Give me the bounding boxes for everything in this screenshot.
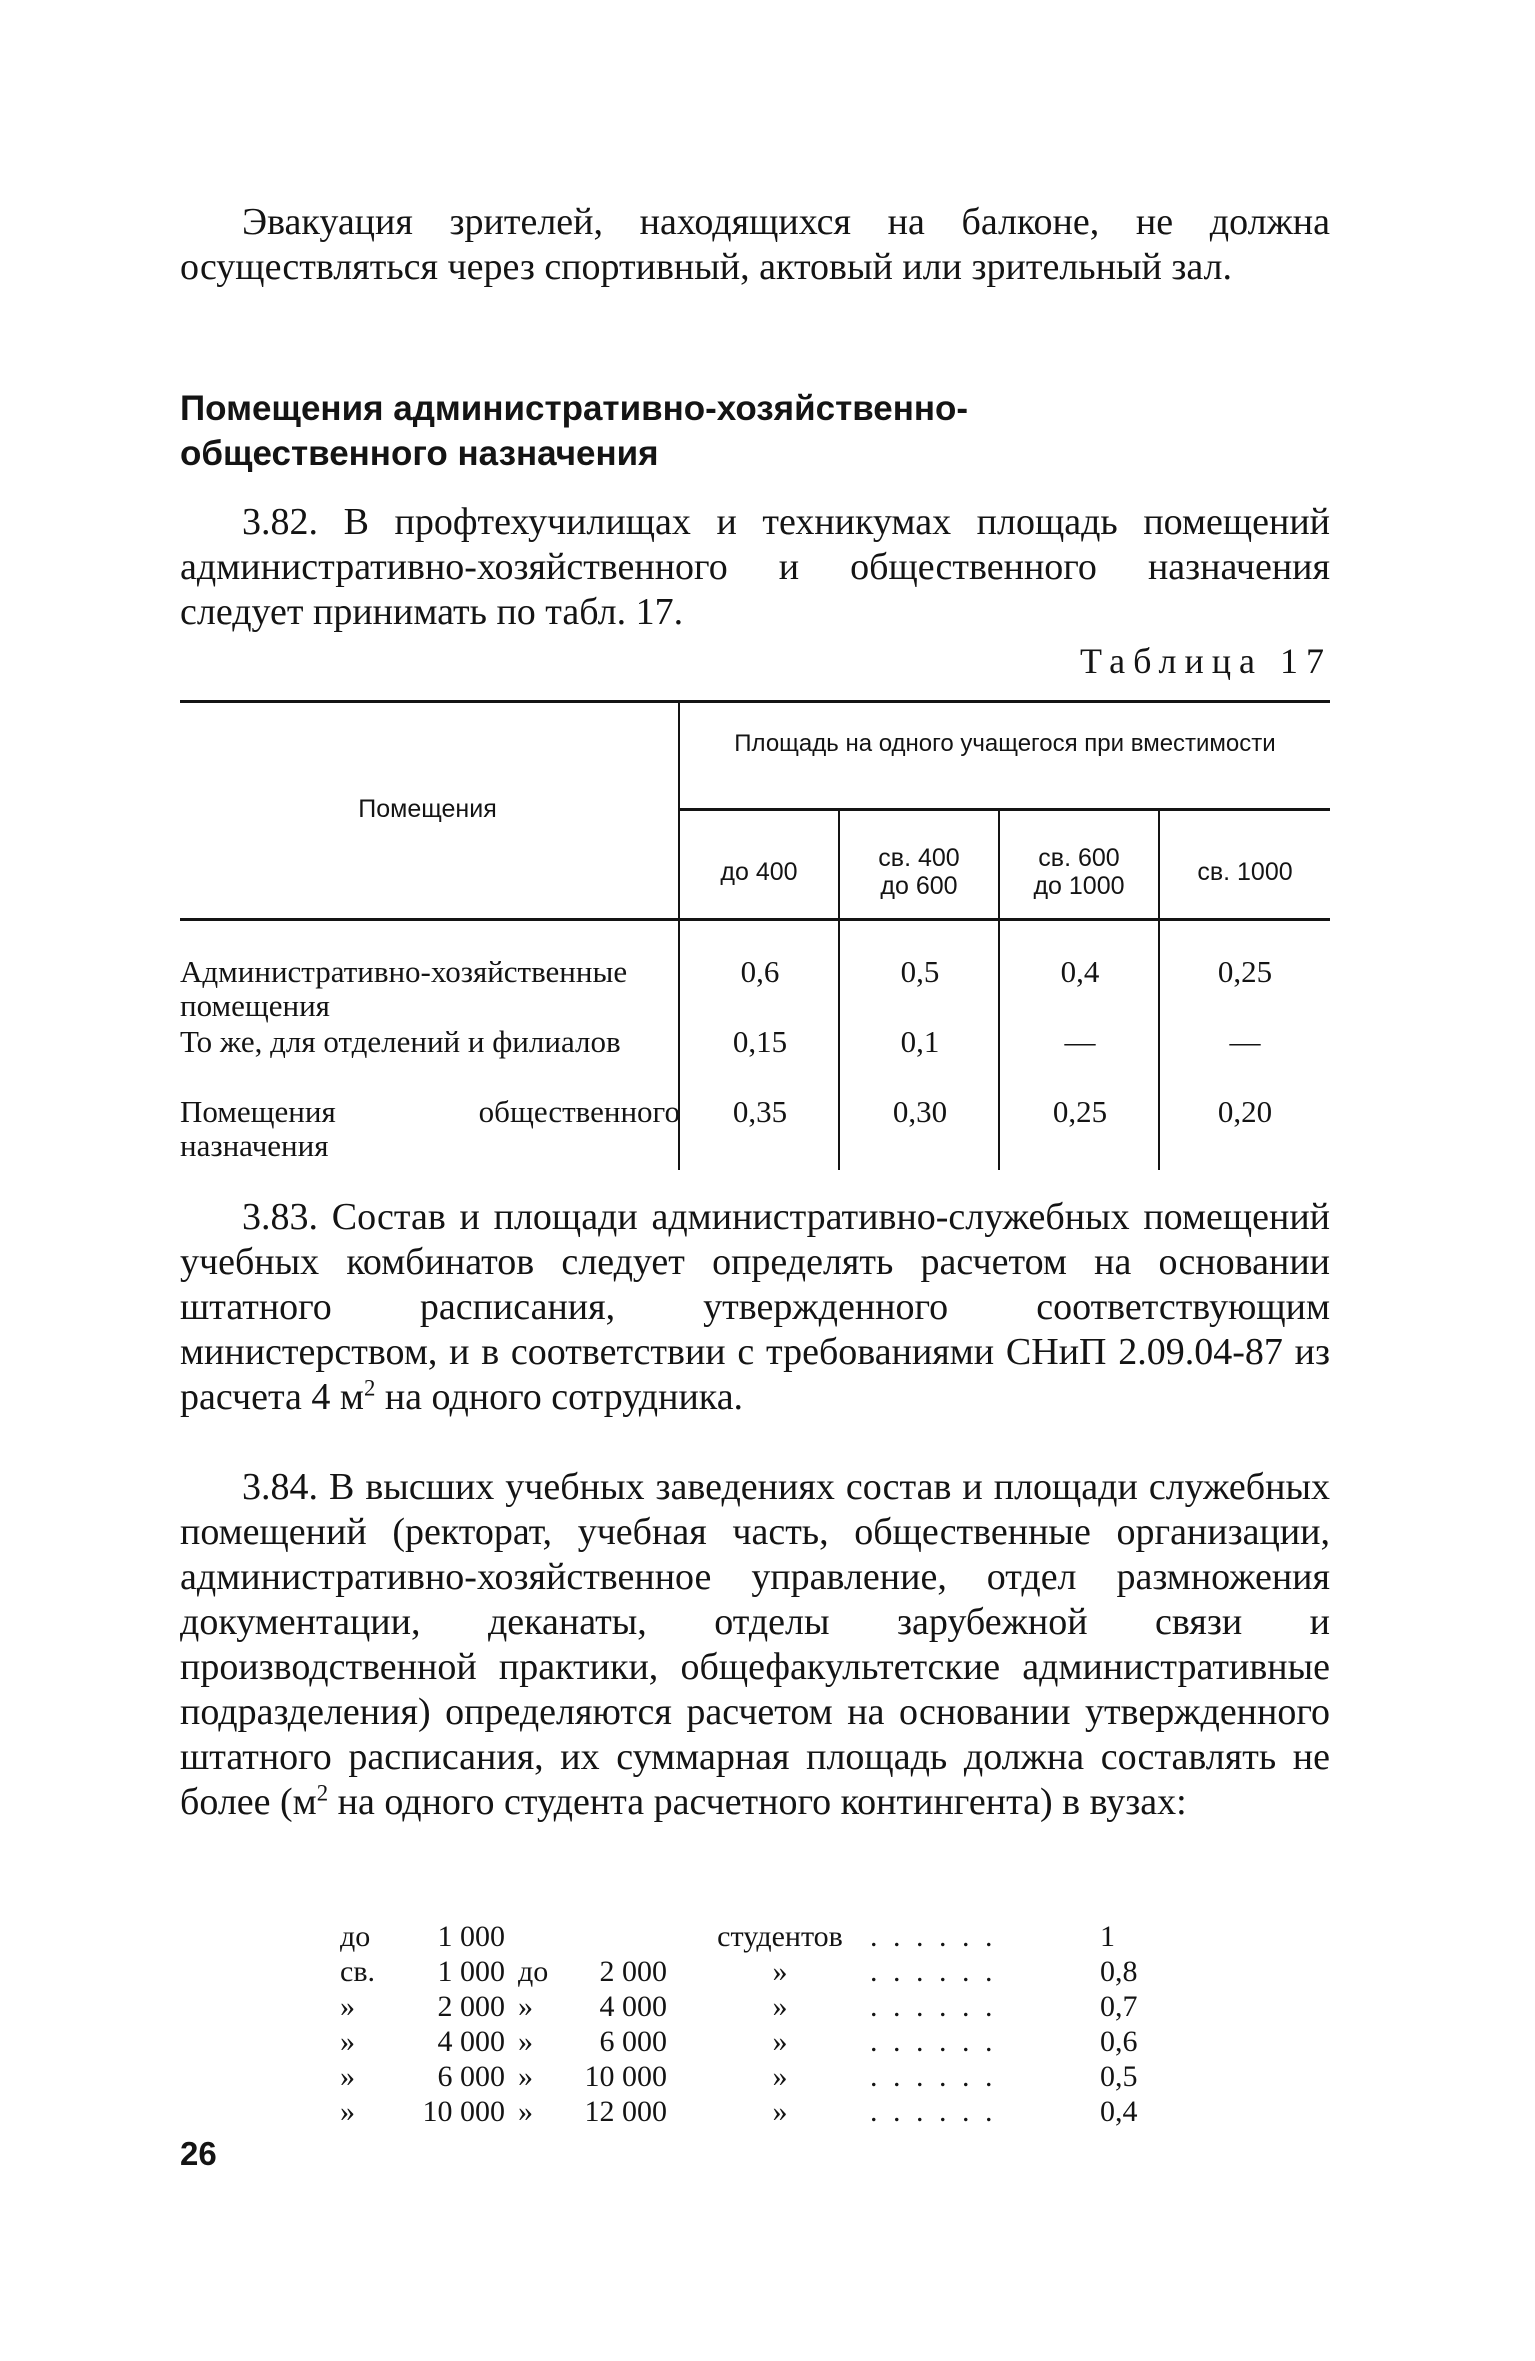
list-item bbox=[340, 2025, 1170, 2059]
list-item bbox=[340, 2095, 1170, 2129]
paragraph-3-84-text: 3.84. В высших учебных заведениях состав и площади служебных помещений (ректорат, учебная часть, общественные организации, административно-хозяйственное управление, отдел размножения документации, деканаты, отделы зарубежной связи и производственной практики, общефакультетские административные подразделения) определяются расчетом на основании утвержденного штатного расписания, их суммарная площадь должна составлять не более (м bbox=[180, 1466, 1330, 1823]
list-item-prefix: » bbox=[340, 2060, 355, 2093]
table-subheader: до 400 bbox=[720, 858, 798, 886]
list-item-from: 10 000 bbox=[422, 2095, 505, 2128]
superscript: 2 bbox=[363, 1375, 376, 1401]
list-item-value: 0,8 bbox=[1100, 1955, 1138, 1988]
list-item-dots: . . . . . . bbox=[870, 1990, 997, 2023]
table-cell: — bbox=[1064, 1024, 1096, 1059]
table-subheader: св. 1000 bbox=[1197, 858, 1293, 886]
paragraph-3-82: 3.82. В профтехучилищах и техникумах площадь помещений административно-хозяйственного и общественного назначения следует принимать по табл. 17. bbox=[180, 501, 1330, 633]
list-item-unit: » bbox=[772, 1990, 788, 2023]
list-item-dots: . . . . . . bbox=[870, 2025, 997, 2058]
section-heading bbox=[180, 386, 1180, 476]
list-item-value: 1 bbox=[1100, 1920, 1115, 1953]
table-cell: 0,30 bbox=[892, 1094, 948, 1129]
list-item-unit: студентов bbox=[717, 1920, 843, 1953]
table-cell: — bbox=[1229, 1024, 1261, 1059]
list-item-prefix: » bbox=[340, 2025, 355, 2058]
list-item-do: » bbox=[518, 1990, 533, 2023]
list-item-unit: » bbox=[772, 1955, 788, 1988]
table-cell: 0,6 bbox=[740, 954, 780, 989]
table-cell: 0,15 bbox=[732, 1024, 788, 1059]
section-heading-line-1: Помещения административно-хозяйственно- bbox=[180, 389, 969, 428]
table-cell: 0,20 bbox=[1217, 1094, 1273, 1129]
list-item-unit: » bbox=[772, 2095, 788, 2128]
list-item-unit: » bbox=[772, 2060, 788, 2093]
list-item-to: 2 000 bbox=[599, 1955, 667, 1988]
list-item-dots: . . . . . . bbox=[870, 2095, 997, 2128]
list-item-prefix: » bbox=[340, 1990, 355, 2023]
list-item bbox=[340, 2060, 1170, 2094]
table-row-name: Административно-хозяйственные помещения bbox=[180, 954, 628, 1023]
list-item-prefix: до bbox=[340, 1920, 371, 1953]
paragraph-3-84 bbox=[180, 1465, 1330, 1825]
section-heading-line-2: общественного назначения bbox=[180, 434, 659, 473]
table-row-name: Помещения общественного назначения bbox=[180, 1094, 680, 1163]
table-cell: 0,4 bbox=[1060, 954, 1100, 989]
table-row-name: То же, для отделений и филиалов bbox=[180, 1024, 621, 1059]
paragraph-3-83-text: 3.83. Состав и площади административно-служебных помещений учебных комбинатов следует определять расчетом на основании штатного расписания, утвержденного соответствующим министерством, и в соответствии с требованиями СНиП 2.09.04-87 из расчета 4 м bbox=[180, 1196, 1330, 1418]
list-item-from: 4 000 bbox=[437, 2025, 505, 2058]
paragraph-3-84-text-end: на одного студента расчетного контингента) в вузах: bbox=[328, 1781, 1187, 1823]
list-item-from: 2 000 bbox=[437, 1990, 505, 2023]
superscript: 2 bbox=[316, 1780, 329, 1806]
table-cell: 0,1 bbox=[900, 1024, 940, 1059]
list-item bbox=[340, 1990, 1170, 2024]
list-item-to: 10 000 bbox=[584, 2060, 667, 2093]
list-item-to: 6 000 bbox=[599, 2025, 667, 2058]
table-subheader: св. 600 до 1000 bbox=[1033, 844, 1125, 900]
list-item-from: 6 000 bbox=[437, 2060, 505, 2093]
table-top-rule bbox=[180, 700, 1330, 703]
list-item-do: до bbox=[518, 1955, 549, 1988]
list-item-dots: . . . . . . bbox=[870, 2060, 997, 2093]
list-item bbox=[340, 1920, 1170, 1954]
table-cell: 0,35 bbox=[732, 1094, 788, 1129]
list-item-value: 0,6 bbox=[1100, 2025, 1138, 2058]
table-caption: Таблица 17 bbox=[1080, 641, 1332, 681]
list-item-to: 4 000 bbox=[599, 1990, 667, 2023]
list-item-unit: » bbox=[772, 2025, 788, 2058]
list-item-prefix: » bbox=[340, 2095, 355, 2128]
list-item bbox=[340, 1955, 1170, 1989]
list-item-from: 1 000 bbox=[437, 1920, 505, 1953]
list-item-do: » bbox=[518, 2095, 533, 2128]
paragraph-3-83 bbox=[180, 1195, 1330, 1420]
list-item-dots: . . . . . . bbox=[870, 1955, 997, 1988]
list-item-do: » bbox=[518, 2060, 533, 2093]
list-item-to: 12 000 bbox=[584, 2095, 667, 2128]
list-item-dots: . . . . . . bbox=[870, 1920, 997, 1953]
list-item-value: 0,7 bbox=[1100, 1990, 1138, 2023]
area-table bbox=[180, 700, 1330, 1170]
table-header-room: Помещения bbox=[358, 795, 497, 823]
table-group-rule bbox=[680, 808, 1330, 811]
list-item-value: 0,4 bbox=[1100, 2095, 1138, 2128]
list-item-from: 1 000 bbox=[437, 1955, 505, 1988]
list-item-value: 0,5 bbox=[1100, 2060, 1138, 2093]
table-cell: 0,25 bbox=[1217, 954, 1273, 989]
table-cell: 0,5 bbox=[900, 954, 940, 989]
table-subheader: св. 400 до 600 bbox=[878, 844, 960, 900]
list-item-do: » bbox=[518, 2025, 533, 2058]
paragraph-3-83-text-end: на одного сотрудника. bbox=[375, 1376, 744, 1418]
table-cell: 0,25 bbox=[1052, 1094, 1108, 1129]
page-number: 26 bbox=[180, 2135, 217, 2172]
list-item-prefix: св. bbox=[340, 1955, 375, 1988]
intro-paragraph: Эвакуация зрителей, находящихся на балконе, не должна осуществляться через спортивный, актовый или зрительный зал. bbox=[180, 201, 1330, 288]
table-header-group: Площадь на одного учащегося при вместимости bbox=[734, 730, 1276, 757]
